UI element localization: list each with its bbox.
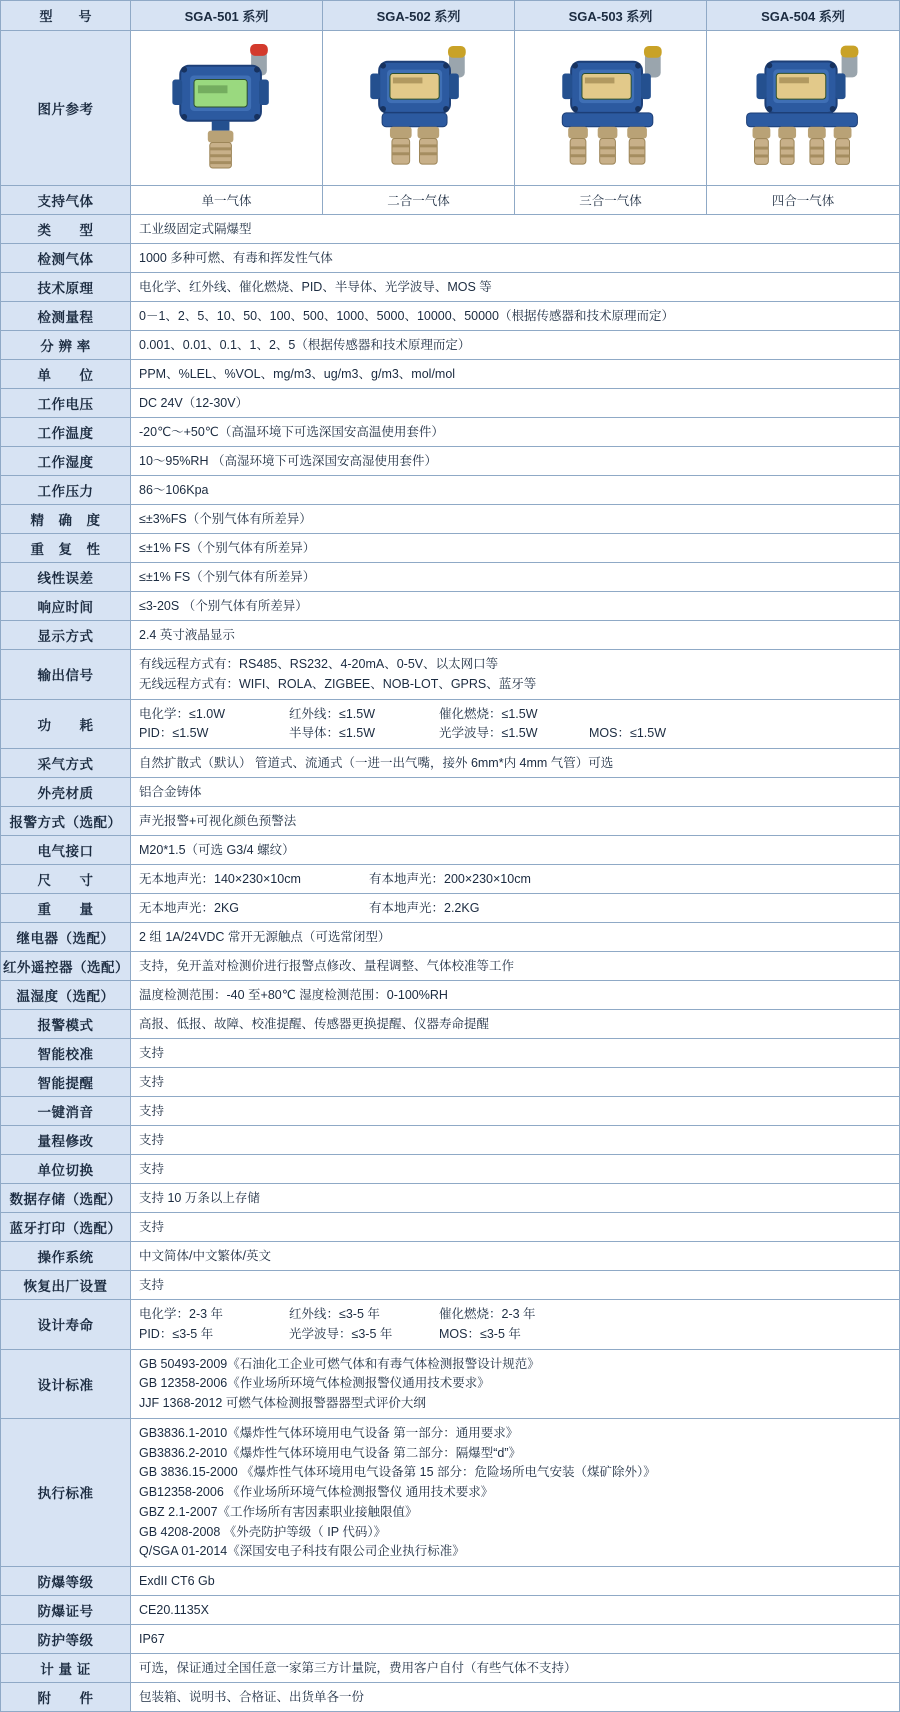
table-row-unit-switch: [1, 1155, 900, 1184]
gas-support-3: 三合一气体: [515, 186, 707, 215]
detector-4-probe-icon: [709, 35, 897, 181]
row-label-factory-reset: 恢复出厂设置: [1, 1271, 131, 1300]
row-value-display: 2.4 英寸液晶显示: [131, 621, 900, 650]
table-row-power: [1, 699, 900, 749]
row-label-pressure: 工作压力: [1, 476, 131, 505]
row-value-alarm-modes: 高报、低报、故障、校准提醒、传感器更换提醒、仪器寿命提醒: [131, 1010, 900, 1039]
row-label-unit-switch: 单位切换: [1, 1155, 131, 1184]
model-sga504: SGA-504 系列: [707, 1, 900, 31]
row-label-size: 尺 寸: [1, 865, 131, 894]
row-value-type: 工业级固定式隔爆型: [131, 215, 900, 244]
table-row-output-signal: [1, 650, 900, 700]
lifespan-electrochemical: 电化学：2-3 年: [139, 1307, 224, 1321]
row-value-principle: 电化学、红外线、催化燃烧、PID、半导体、光学波导、MOS 等: [131, 273, 900, 302]
exec-standard-2: GB3836.2-2010《爆炸性气体环境用电气设备 第二部分：隔爆型“d”》: [139, 1445, 522, 1460]
table-row-response-time: [1, 592, 900, 621]
row-label-range-modify: 量程修改: [1, 1126, 131, 1155]
row-value-bluetooth-print: 支持: [131, 1213, 900, 1242]
table-row-remote-control: [1, 952, 900, 981]
power-mos: MOS：≤1.5W: [589, 726, 667, 741]
power-semiconductor: 半导体：≤1.5W: [289, 726, 376, 741]
table-row-temp-humidity-option: [1, 981, 900, 1010]
exec-standard-6: GB 4208-2008 《外壳防护等级（ IP 代码）》: [139, 1524, 387, 1539]
exec-standard-1: GB3836.1-2010《爆炸性气体环境用电气设备 第一部分：通用要求》: [139, 1425, 519, 1440]
row-label-humidity: 工作湿度: [1, 447, 131, 476]
table-row-accessories: [1, 1683, 900, 1712]
row-value-response-time: ≤3-20S （个别气体有所差异）: [131, 592, 900, 621]
row-value-os: 中文简体/中文繁体/英文: [131, 1242, 900, 1271]
gas-support-label: 支持气体: [1, 186, 131, 215]
row-value-unit: PPM、%LEL、%VOL、mg/m3、ug/m3、g/m3、mol/mol: [131, 360, 900, 389]
model-label: 型 号: [1, 1, 131, 31]
row-label-remote-control: 红外遥控器（选配）: [1, 952, 131, 981]
row-label-output-signal: 输出信号: [1, 650, 131, 700]
row-label-temperature: 工作温度: [1, 418, 131, 447]
table-row-relay: [1, 923, 900, 952]
row-label-repeatability: 重 复 性: [1, 534, 131, 563]
output-signal-wired: 有线远程方式有：RS485、RS232、4-20mA、0-5V、以太网口等: [139, 657, 499, 671]
model-sga503: SGA-503 系列: [515, 1, 707, 31]
detector-1-probe-icon: [133, 35, 320, 181]
row-value-accuracy: ≤±3%FS（个别气体有所差异）: [131, 505, 900, 534]
row-value-remote-control: 支持，免开盖对检测价进行报警点修改、量程调整、气体校准等工作: [131, 952, 900, 981]
row-value-ex-cert: CE20.1135X: [131, 1596, 900, 1625]
row-label-display: 显示方式: [1, 621, 131, 650]
row-label-electrical-interface: 电气接口: [1, 836, 131, 865]
row-value-temperature: -20℃～+50℃（高温环境下可选深国安高温使用套件）: [131, 418, 900, 447]
table-row-type: [1, 215, 900, 244]
design-standard-3: JJF 1368-2012 可燃气体检测报警器器型式评价大纲: [139, 1396, 426, 1410]
table-row-voltage: [1, 389, 900, 418]
row-value-sampling: 自然扩散式（默认） 管道式、流通式（一进一出气嘴，接外 6mm*内 4mm 气管）可选: [131, 749, 900, 778]
row-value-output-signal: [131, 650, 900, 700]
row-value-size: [131, 865, 900, 894]
table-row-gas-support: [1, 186, 900, 215]
row-value-design-standard: [131, 1349, 900, 1418]
row-label-voltage: 工作电压: [1, 389, 131, 418]
table-row-electrical-interface: [1, 836, 900, 865]
gas-support-1: 单一气体: [131, 186, 323, 215]
table-row-design-standard: [1, 1349, 900, 1418]
row-label-design-standard: 设计标准: [1, 1349, 131, 1418]
power-pid: PID：≤1.5W: [139, 726, 209, 741]
row-value-mute: 支持: [131, 1097, 900, 1126]
row-label-ex-grade: 防爆等级: [1, 1567, 131, 1596]
table-row-humidity: [1, 447, 900, 476]
row-value-alarm-mode-option: 声光报警+可视化颜色预警法: [131, 807, 900, 836]
table-row-shell-material: [1, 778, 900, 807]
power-electrochemical: 电化学：≤1.0W: [139, 706, 226, 721]
table-row-display: [1, 621, 900, 650]
table-row-detect-gas: [1, 244, 900, 273]
table-row-alarm-modes: [1, 1010, 900, 1039]
row-value-resolution: 0.001、0.01、0.1、1、2、5（根据传感器和技术原理而定）: [131, 331, 900, 360]
table-row-os: [1, 1242, 900, 1271]
detector-3-probe-icon: [517, 35, 704, 181]
power-optical: 光学波导：≤1.5W: [439, 726, 538, 741]
row-value-voltage: DC 24V（12-30V）: [131, 389, 900, 418]
table-row-bluetooth-print: [1, 1213, 900, 1242]
design-standard-1: GB 50493-2009《石油化工企业可燃气体和有毒气体检测报警设计规范》: [139, 1356, 540, 1371]
table-row-principle: [1, 273, 900, 302]
model-sga501: SGA-501 系列: [131, 1, 323, 31]
row-label-resolution: 分 辨 率: [1, 331, 131, 360]
row-label-smart-reminder: 智能提醒: [1, 1068, 131, 1097]
lifespan-optical: 光学波导：≤3-5 年: [289, 1326, 393, 1341]
weight-without-alarm: 无本地声光：2KG: [139, 900, 240, 915]
row-label-detect-gas: 检测气体: [1, 244, 131, 273]
model-sga502: SGA-502 系列: [323, 1, 515, 31]
row-value-electrical-interface: M20*1.5（可选 G3/4 螺纹）: [131, 836, 900, 865]
table-row-ex-cert: [1, 1596, 900, 1625]
row-value-exec-standard: [131, 1418, 900, 1566]
row-value-ex-grade: ExdII CT6 Gb: [131, 1567, 900, 1596]
table-row-sampling: [1, 749, 900, 778]
row-label-bluetooth-print: 蓝牙打印（选配）: [1, 1213, 131, 1242]
exec-standard-7: Q/SGA 01-2014《深国安电子科技有限公司企业执行标准》: [139, 1544, 465, 1559]
table-row-alarm-mode-option: [1, 807, 900, 836]
row-value-detect-gas: 1000 多种可燃、有毒和挥发性气体: [131, 244, 900, 273]
output-signal-wireless: 无线远程方式有：WIFI、ROLA、ZIGBEE、NOB-LOT、GPRS、蓝牙等: [139, 676, 537, 691]
table-row-ip-grade: [1, 1625, 900, 1654]
gas-support-4: 四合一气体: [707, 186, 900, 215]
row-value-repeatability: ≤±1% FS（个别气体有所差异）: [131, 534, 900, 563]
lifespan-infrared: 红外线：≤3-5 年: [289, 1307, 380, 1321]
row-label-linearity: 线性误差: [1, 563, 131, 592]
row-value-factory-reset: 支持: [131, 1271, 900, 1300]
table-row-factory-reset: [1, 1271, 900, 1300]
row-label-principle: 技术原理: [1, 273, 131, 302]
detector-2-probe-icon: [325, 35, 512, 181]
table-row-pressure: [1, 476, 900, 505]
row-label-ex-cert: 防爆证号: [1, 1596, 131, 1625]
row-label-accuracy: 精 确 度: [1, 505, 131, 534]
table-row-temperature: [1, 418, 900, 447]
size-with-alarm: 有本地声光：200×230×10cm: [369, 871, 531, 886]
row-label-data-storage: 数据存储（选配）: [1, 1184, 131, 1213]
row-value-range: 0－1、2、5、10、50、100、500、1000、5000、10000、50000（根据传感器和技术原理而定）: [131, 302, 900, 331]
row-label-ip-grade: 防护等级: [1, 1625, 131, 1654]
gas-support-2: 二合一气体: [323, 186, 515, 215]
design-standard-2: GB 12358-2006《作业场所环境气体检测报警仪通用技术要求》: [139, 1376, 490, 1391]
row-label-range: 检测量程: [1, 302, 131, 331]
row-value-weight: [131, 894, 900, 923]
table-row-weight: [1, 894, 900, 923]
table-row-range-modify: [1, 1126, 900, 1155]
row-label-shell-material: 外壳材质: [1, 778, 131, 807]
table-row-size: [1, 865, 900, 894]
table-row-unit: [1, 360, 900, 389]
table-row-mute: [1, 1097, 900, 1126]
size-without-alarm: 无本地声光：140×230×10cm: [139, 871, 301, 886]
table-row-range: [1, 302, 900, 331]
device-image-2: [323, 31, 515, 186]
weight-with-alarm: 有本地声光：2.2KG: [369, 900, 480, 915]
image-row-label: 图片参考: [1, 31, 131, 186]
row-label-temp-humidity-option: 温湿度（选配）: [1, 981, 131, 1010]
row-label-exec-standard: 执行标准: [1, 1418, 131, 1566]
row-value-linearity: ≤±1% FS（个别气体有所差异）: [131, 563, 900, 592]
row-value-smart-calibration: 支持: [131, 1039, 900, 1068]
row-value-range-modify: 支持: [131, 1126, 900, 1155]
table-row-lifespan: [1, 1300, 900, 1350]
row-label-accessories: 附 件: [1, 1683, 131, 1712]
exec-standard-3: GB 3836.15-2000 《爆炸性气体环境用电气设备第 15 部分：危险场所电气安装（煤矿除外）》: [139, 1465, 656, 1480]
table-row-resolution: [1, 331, 900, 360]
row-label-alarm-modes: 报警模式: [1, 1010, 131, 1039]
table-row-data-storage: [1, 1184, 900, 1213]
row-label-metering-cert: 计 量 证: [1, 1654, 131, 1683]
row-value-pressure: 86～106Kpa: [131, 476, 900, 505]
row-label-mute: 一键消音: [1, 1097, 131, 1126]
row-value-relay: 2 组 1A/24VDC 常开无源触点（可选常闭型）: [131, 923, 900, 952]
row-value-power: [131, 699, 900, 749]
row-value-lifespan: [131, 1300, 900, 1350]
row-value-metering-cert: 可选，保证通过全国任意一家第三方计量院，费用客户自付（有些气体不支持）: [131, 1654, 900, 1683]
device-image-1: [131, 31, 323, 186]
row-label-sampling: 采气方式: [1, 749, 131, 778]
row-label-lifespan: 设计寿命: [1, 1300, 131, 1350]
exec-standard-5: GBZ 2.1-2007《工作场所有害因素职业接触限值》: [139, 1504, 418, 1519]
device-image-3: [515, 31, 707, 186]
lifespan-pid: PID：≤3-5 年: [139, 1326, 214, 1341]
table-row-metering-cert: [1, 1654, 900, 1683]
row-label-unit: 单 位: [1, 360, 131, 389]
device-image-4: [707, 31, 900, 186]
row-label-smart-calibration: 智能校准: [1, 1039, 131, 1068]
exec-standard-4: GB12358-2006 《作业场所环境气体检测报警仪 通用技术要求》: [139, 1485, 494, 1499]
table-row-model-header: [1, 1, 900, 31]
lifespan-catalytic: 催化燃烧：2-3 年: [439, 1307, 536, 1321]
table-row-linearity: [1, 563, 900, 592]
row-value-data-storage: 支持 10 万条以上存储: [131, 1184, 900, 1213]
row-value-ip-grade: IP67: [131, 1625, 900, 1654]
row-label-response-time: 响应时间: [1, 592, 131, 621]
table-row-exec-standard: [1, 1418, 900, 1566]
table-row-repeatability: [1, 534, 900, 563]
row-value-unit-switch: 支持: [131, 1155, 900, 1184]
row-label-os: 操作系统: [1, 1242, 131, 1271]
table-row-smart-reminder: [1, 1068, 900, 1097]
row-value-shell-material: 铝合金铸体: [131, 778, 900, 807]
table-row-ex-grade: [1, 1567, 900, 1596]
power-catalytic: 催化燃烧：≤1.5W: [439, 706, 538, 721]
row-label-type: 类 型: [1, 215, 131, 244]
row-value-smart-reminder: 支持: [131, 1068, 900, 1097]
row-value-humidity: 10～95%RH （高湿环境下可选深国安高湿使用套件）: [131, 447, 900, 476]
row-value-accessories: 包装箱、说明书、合格证、出货单各一份: [131, 1683, 900, 1712]
row-value-temp-humidity-option: 温度检测范围：-40 至+80℃ 湿度检测范围：0-100%RH: [131, 981, 900, 1010]
lifespan-mos: MOS：≤3-5 年: [439, 1326, 521, 1341]
table-row-accuracy: [1, 505, 900, 534]
table-row-images: [1, 31, 900, 186]
power-infrared: 红外线：≤1.5W: [289, 706, 376, 721]
row-label-power: 功 耗: [1, 699, 131, 749]
row-label-alarm-mode-option: 报警方式（选配）: [1, 807, 131, 836]
table-row-smart-calibration: [1, 1039, 900, 1068]
row-label-weight: 重 量: [1, 894, 131, 923]
row-label-relay: 继电器（选配）: [1, 923, 131, 952]
